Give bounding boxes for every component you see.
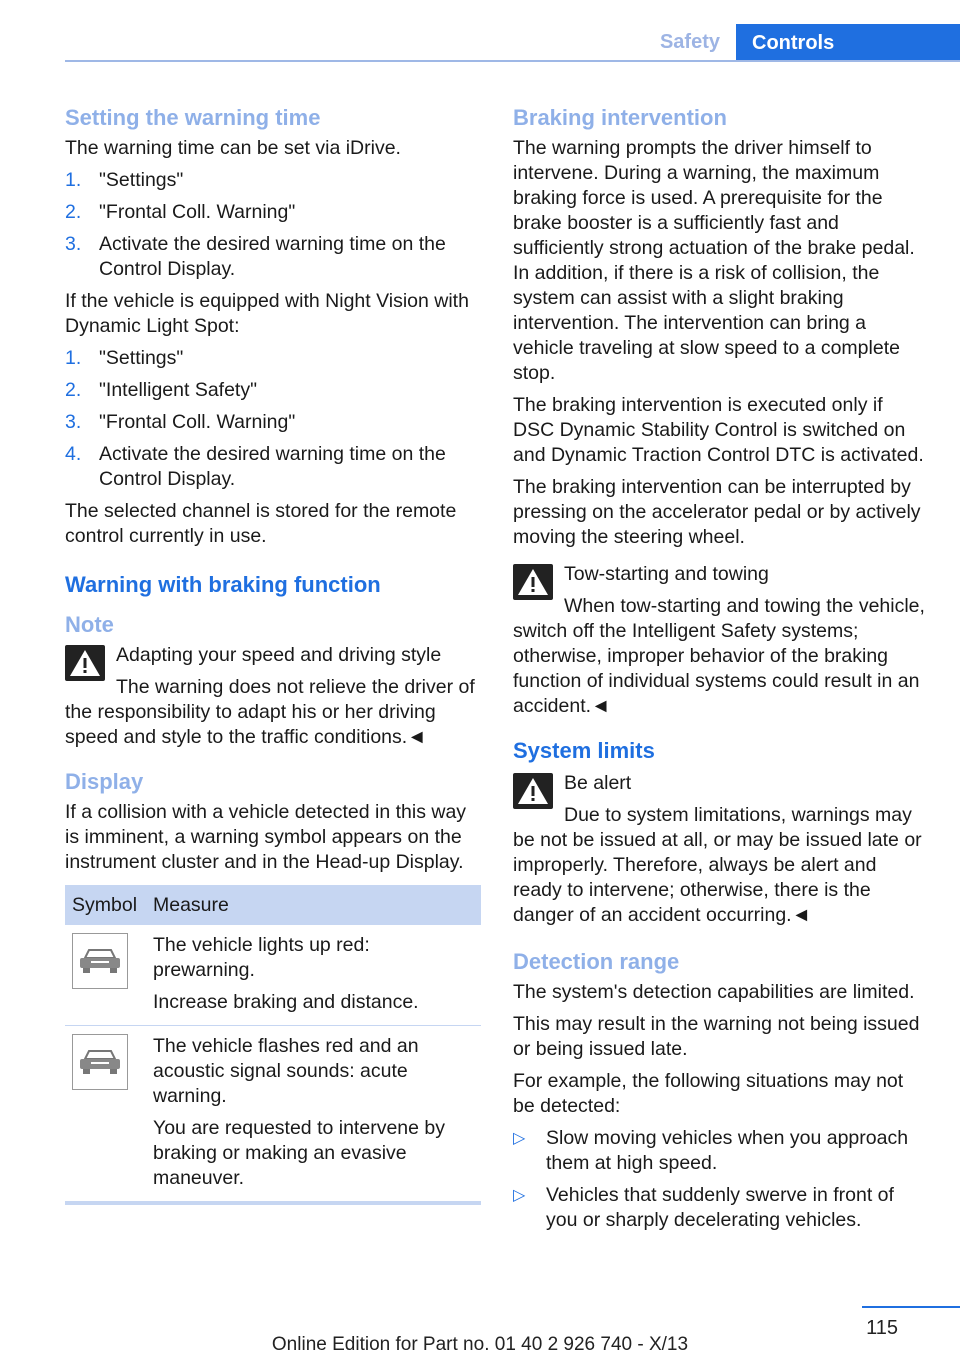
heading-note: Note [65, 612, 114, 637]
section-tab-safety[interactable]: Safety [659, 31, 720, 53]
step-number: 4. [65, 443, 82, 465]
footer-rule [862, 1306, 960, 1308]
warning-triangle-icon [65, 645, 105, 681]
bullet-text: Slow moving vehicles when you approach them at high speed. [546, 1127, 909, 1174]
list-item [65, 232, 481, 282]
step-text: "Frontal Coll. Warning" [99, 411, 296, 433]
symbol-table [65, 885, 481, 1205]
warning-title: Adapting your speed and driving style [116, 644, 442, 666]
step-number: 2. [65, 379, 82, 401]
warning-triangle-icon [513, 773, 553, 809]
heading-braking-intervention: Braking intervention [513, 105, 727, 130]
measure-text: The vehicle lights up red: prewarning. [153, 934, 370, 981]
car-warning-icon [72, 933, 128, 989]
triangle-bullet-icon: ▷ [513, 1187, 526, 1204]
paragraph-night-vision: If the vehicle is equipped with Night Vision with Dynamic Light Spot: [65, 290, 469, 337]
paragraph-detect-1: The system's detection capabilities are limited. [513, 981, 915, 1003]
bullet-text: Vehicles that suddenly swerve in front of you or sharply decelerating vehicles. [546, 1184, 894, 1231]
step-number: 2. [65, 201, 82, 223]
paragraph-intervention: The warning prompts the driver himself to intervene. During a warning, the maximum braking force is used. A prerequisite for the brake booster is a sufficiently fast and sufficiently strong actuation of the brake pedal. In addition, if there is a risk of collision, the system can assist with a slight braking intervention. The intervention can bring a vehicle traveling at slow speed to a complete stop. [513, 137, 915, 384]
step-text: "Settings" [99, 347, 184, 369]
paragraph-detect-2: This may result in the warning not being issued or being issued late. [513, 1013, 920, 1060]
column-header-measure: Measure [146, 885, 481, 925]
warning-title: Be alert [564, 772, 632, 794]
step-text: "Frontal Coll. Warning" [99, 201, 296, 223]
list-item [513, 1183, 928, 1233]
table-row [65, 925, 481, 1026]
step-number: 1. [65, 169, 82, 191]
measure-text: Increase braking and distance. [153, 991, 419, 1013]
column-header-symbol: Symbol [65, 885, 146, 925]
paragraph-idrive: The warning time can be set via iDrive. [65, 137, 401, 159]
heading-detection-range: Detection range [513, 949, 680, 974]
warning-triangle-icon [513, 564, 553, 600]
list-item [65, 168, 481, 193]
step-number: 3. [65, 411, 82, 433]
step-text: Activate the desired warning time on the Control Display. [99, 233, 446, 280]
step-text: "Intelligent Safety" [99, 379, 258, 401]
list-item [513, 1126, 928, 1176]
section-tab-controls[interactable]: Controls [736, 24, 960, 62]
heading-system-limits: System limits [513, 738, 655, 763]
step-text: "Settings" [99, 169, 184, 191]
edition-line: Online Edition for Part no. 01 40 2 926 740 - X/13 [271, 1334, 689, 1355]
warning-note [65, 643, 481, 750]
heading-braking-function: Warning with braking function [65, 572, 381, 597]
left-column [65, 104, 481, 1205]
step-number: 1. [65, 347, 82, 369]
warning-body: Due to system limitations, warnings may be not be issued at all, or may be issued late or improperly. Therefore, always be alert and ready to intervene; otherwise, there is the danger of an accident occurring.◄ [513, 804, 922, 926]
measure-text: The vehicle flashes red and an acoustic signal sounds: acute warning. [153, 1035, 419, 1107]
right-column [513, 104, 928, 1240]
heading-warning-time: Setting the warning time [65, 105, 321, 130]
paragraph-channel: The selected channel is stored for the remote control currently in use. [65, 500, 457, 547]
steps-list-b [65, 346, 481, 492]
step-number: 3. [65, 233, 82, 255]
paragraph-detect-3: For example, the following situations may not be detected: [513, 1070, 904, 1117]
car-warning-icon [72, 1034, 128, 1090]
paragraph-interrupt: The braking intervention can be interrupted by pressing on the accelerator pedal or by actively moving the steering wheel. [513, 476, 921, 548]
list-item [65, 378, 481, 403]
table-row [65, 1026, 481, 1204]
paragraph-display: If a collision with a vehicle detected in this way is imminent, a warning symbol appears on the instrument cluster and in the Head-up Display. [65, 801, 467, 873]
heading-display: Display [65, 769, 144, 794]
warning-title: Tow-starting and towing [564, 563, 769, 585]
triangle-bullet-icon: ▷ [513, 1130, 526, 1147]
page-number: 115 [866, 1317, 898, 1339]
list-item [65, 200, 481, 225]
list-item [65, 442, 481, 492]
page-header [0, 24, 960, 62]
detection-bullets [513, 1126, 928, 1233]
list-item [65, 346, 481, 371]
paragraph-dsc: The braking intervention is executed only if DSC Dynamic Stability Control is switched on and Dynamic Traction Control DTC is activated. [513, 394, 924, 466]
warning-body: When tow-starting and towing the vehicle, switch off the Intelligent Safety systems; otherwise, improper behavior of the braking function of individual systems could result in an accident.◄ [513, 595, 925, 717]
steps-list-a [65, 168, 481, 282]
step-text: Activate the desired warning time on the Control Display. [99, 443, 446, 490]
warning-alert [513, 771, 928, 928]
measure-text: You are requested to intervene by braking or making an evasive maneuver. [153, 1117, 445, 1189]
warning-body: The warning does not relieve the driver of the responsibility to adapt his or her driving speed and style to the traffic conditions.◄ [65, 676, 475, 748]
warning-towing [513, 562, 928, 719]
list-item [65, 410, 481, 435]
header-rule [65, 60, 960, 62]
